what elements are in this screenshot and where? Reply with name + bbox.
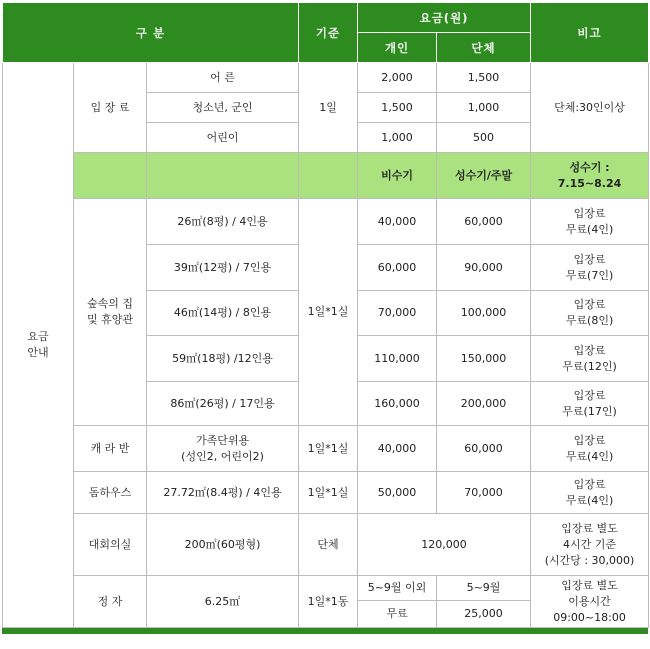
- header-category: 구 분: [3, 3, 299, 63]
- header-remarks: 비고: [531, 3, 649, 63]
- cabin-remark: [531, 382, 649, 426]
- dome-remark-line1: 입장료: [573, 477, 606, 491]
- cabin-remark: [531, 291, 649, 336]
- admission-type: 청소년, 군인: [147, 93, 299, 123]
- table-row: [3, 576, 649, 601]
- admission-label: 입 장 료: [74, 63, 147, 153]
- dome-off-peak: 50,000: [358, 472, 437, 514]
- cabin-off-peak: 60,000: [358, 245, 437, 291]
- dome-label: 돔하우스: [74, 472, 147, 514]
- caravan-basis: 1일*1실: [299, 426, 358, 472]
- conference-fee: 120,000: [358, 514, 531, 576]
- cabin-peak: 90,000: [437, 245, 531, 291]
- pavilion-type: 6.25㎡: [147, 576, 299, 628]
- cabin-off-peak: 40,000: [358, 199, 437, 245]
- section-label: [3, 63, 74, 628]
- pavilion-remark: [531, 576, 649, 628]
- caravan-type-line2: (성인2, 어린이2): [181, 449, 264, 463]
- cabin-remark-line1: 입장료: [573, 388, 606, 402]
- cabin-remark-line1: 입장료: [573, 298, 606, 311]
- caravan-remark: [531, 426, 649, 472]
- header-group: 단체: [437, 33, 531, 63]
- admission-type: 어린이: [147, 123, 299, 153]
- conference-remark-line2: 4시간 기준: [563, 537, 617, 551]
- cabin-type: 46㎡(14평) / 8인용: [147, 291, 299, 336]
- cabin-type: 86㎡(26평) / 17인용: [147, 382, 299, 426]
- cabin-remark: [531, 245, 649, 291]
- admission-group: 1,000: [437, 93, 531, 123]
- table-row: [3, 472, 649, 514]
- admission-group: 500: [437, 123, 531, 153]
- cabin-peak: 150,000: [437, 336, 531, 382]
- season-peak: 성수기/주말: [437, 153, 531, 199]
- cabins-label-line2: 및 휴양관: [86, 313, 133, 326]
- conference-label: 대회의실: [74, 514, 147, 576]
- section-label-line1: 요금: [27, 330, 49, 343]
- cabin-remark: [531, 199, 649, 245]
- admission-individual: 1,000: [358, 123, 437, 153]
- conference-basis: 단체: [299, 514, 358, 576]
- cabin-remark-line2: 무료(4인): [565, 222, 614, 236]
- section-label-line2: 안내: [27, 346, 49, 359]
- caravan-remark-line1: 입장료: [573, 433, 606, 447]
- fee-table: [2, 2, 649, 628]
- dome-remark: [531, 472, 649, 514]
- dome-remark-line2: 무료(4인): [565, 493, 614, 507]
- header-fee: 요금(원): [358, 3, 531, 33]
- admission-type: 어 른: [147, 63, 299, 93]
- cabin-remark-line2: 무료(7인): [565, 268, 614, 282]
- cabin-off-peak: 160,000: [358, 382, 437, 426]
- caravan-remark-line2: 무료(4인): [565, 449, 614, 463]
- table-row: [3, 63, 649, 93]
- dome-peak: 70,000: [437, 472, 531, 514]
- pavilion-col1-head: 5~9월 이외: [358, 576, 437, 601]
- cabin-remark: [531, 336, 649, 382]
- caravan-label: 캐 라 반: [74, 426, 147, 472]
- cabins-basis: 1일*1실: [299, 199, 358, 426]
- admission-individual: 2,000: [358, 63, 437, 93]
- header-individual: 개인: [358, 33, 437, 63]
- season-blank-1: [74, 153, 147, 199]
- caravan-type-line1: 가족단위용: [195, 433, 250, 447]
- cabin-remark-line1: 입장료: [573, 206, 606, 220]
- dome-basis: 1일*1실: [299, 472, 358, 514]
- cabin-remark-line2: 무료(8인): [565, 314, 614, 327]
- pavilion-label: 정 자: [74, 576, 147, 628]
- season-blank-2: [147, 153, 299, 199]
- caravan-off-peak: 40,000: [358, 426, 437, 472]
- cabin-type: 26㎡(8평) / 4인용: [147, 199, 299, 245]
- admission-remark: 단체:30인이상: [531, 63, 649, 153]
- pavilion-remark-line2: 이용시간: [568, 594, 611, 608]
- conference-remark-line3: (시간당 : 30,000): [544, 553, 635, 567]
- caravan-peak: 60,000: [437, 426, 531, 472]
- pavilion-remark-line3: 09:00~18:00: [553, 610, 626, 624]
- cabin-off-peak: 70,000: [358, 291, 437, 336]
- season-blank-3: [299, 153, 358, 199]
- cabin-remark-line1: 입장료: [573, 252, 606, 266]
- pavilion-remark-line1: 입장료 별도: [561, 578, 618, 592]
- dome-type: 27.72㎡(8.4평) / 4인용: [147, 472, 299, 514]
- conference-type: 200㎡(60평형): [147, 514, 299, 576]
- table-row: [3, 426, 649, 472]
- cabin-off-peak: 110,000: [358, 336, 437, 382]
- season-off-peak: 비수기: [358, 153, 437, 199]
- cabins-label-line1: 숲속의 집: [86, 297, 133, 310]
- cabin-remark-line2: 무료(17인): [562, 404, 617, 418]
- cabin-type: 39㎡(12평) / 7인용: [147, 245, 299, 291]
- cabin-remark-line1: 입장료: [573, 343, 606, 357]
- cabins-label: [74, 199, 147, 426]
- header-basis: 기준: [299, 3, 358, 63]
- table-bottom-bar: [2, 628, 648, 634]
- header-row-1: [3, 3, 649, 33]
- table-row: [3, 199, 649, 245]
- admission-group: 1,500: [437, 63, 531, 93]
- cabin-peak: 200,000: [437, 382, 531, 426]
- admission-individual: 1,500: [358, 93, 437, 123]
- pavilion-col2-head: 5~9월: [437, 576, 531, 601]
- admission-basis: 1일: [299, 63, 358, 153]
- pavilion-col2-fee: 25,000: [437, 601, 531, 628]
- pavilion-basis: 1일*1동: [299, 576, 358, 628]
- caravan-type: [147, 426, 299, 472]
- cabin-peak: 100,000: [437, 291, 531, 336]
- table-row: [3, 514, 649, 576]
- conference-remark: [531, 514, 649, 576]
- cabin-remark-line2: 무료(12인): [562, 359, 617, 373]
- season-header-row: [3, 153, 649, 199]
- cabin-type: 59㎡(18평) /12인용: [147, 336, 299, 382]
- conference-remark-line1: 입장료 별도: [561, 521, 618, 535]
- pavilion-col1-fee: 무료: [358, 601, 437, 628]
- season-remark-line1: 성수기 :: [569, 160, 610, 174]
- cabin-peak: 60,000: [437, 199, 531, 245]
- season-remark-line2: 7.15~8.24: [557, 176, 622, 190]
- season-remark: [531, 153, 649, 199]
